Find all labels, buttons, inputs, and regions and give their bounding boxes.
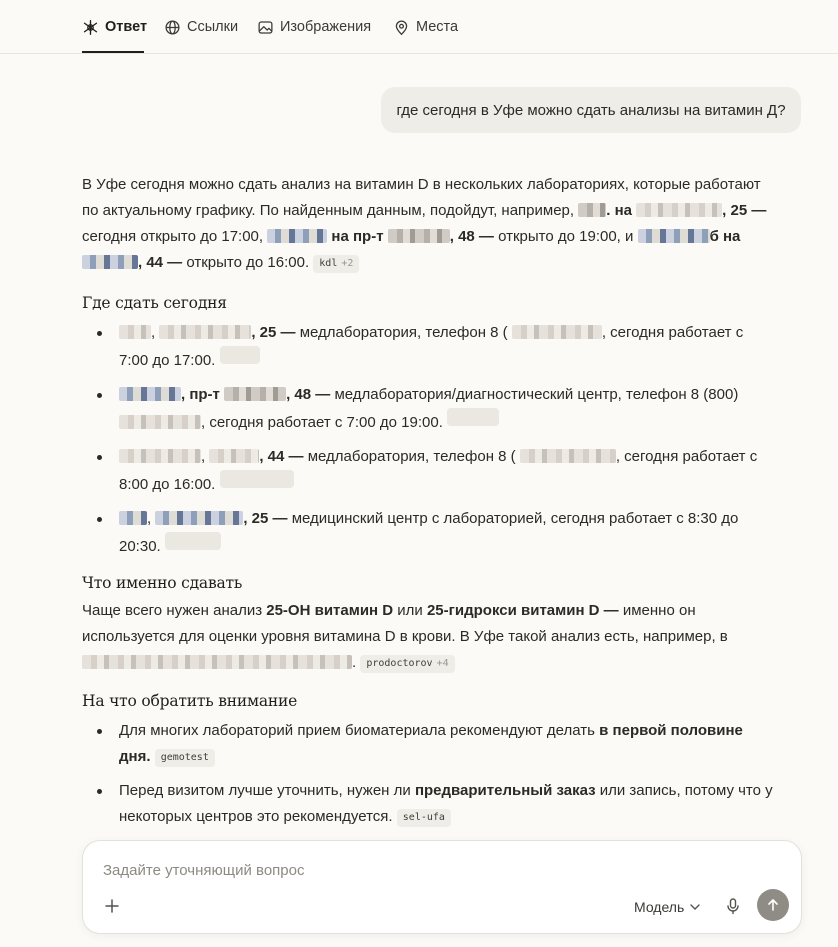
chevron-down-icon bbox=[689, 901, 701, 913]
paragraph-text: Чаще всего нужен анализ bbox=[82, 602, 263, 619]
image-icon bbox=[257, 19, 274, 36]
source-chip-label: kdl bbox=[319, 258, 338, 269]
source-chip[interactable] bbox=[313, 255, 359, 273]
paragraph-bold: 25-OH витамин D bbox=[266, 602, 394, 619]
source-chip[interactable] bbox=[165, 532, 221, 550]
tab-answer[interactable] bbox=[82, 17, 147, 37]
tips-list bbox=[82, 718, 802, 830]
list-item bbox=[82, 778, 802, 830]
intro-text: В Уфе сегодня можно сдать анализ на витамин D в нескольких лабораториях, которые работают bbox=[82, 176, 761, 193]
list-item-text: 20:30. bbox=[119, 538, 161, 555]
list-item bbox=[82, 718, 802, 770]
section-title: Где сдать сегодня bbox=[82, 294, 227, 312]
tab-places-label: Места bbox=[416, 19, 459, 35]
model-selector[interactable] bbox=[634, 897, 701, 917]
redacted-text bbox=[224, 387, 286, 401]
model-selector-label: Модель bbox=[634, 899, 685, 915]
redacted-text bbox=[119, 449, 201, 463]
redacted-text bbox=[512, 325, 602, 339]
section-title: Что именно сдавать bbox=[82, 574, 243, 592]
redacted-text bbox=[636, 203, 722, 217]
answer-tabs bbox=[0, 0, 838, 54]
active-tab-indicator bbox=[82, 51, 144, 53]
redacted-text bbox=[119, 511, 147, 525]
intro-bold: . на bbox=[606, 202, 632, 219]
intro-bold: на пр-т bbox=[331, 228, 384, 245]
source-chip[interactable] bbox=[155, 749, 215, 767]
source-chip-more: +2 bbox=[341, 258, 354, 269]
list-item-text: некоторых центров это рекомендуется. bbox=[119, 808, 393, 825]
list-item-text: , сегодня работает с bbox=[601, 324, 744, 341]
source-chip-more: +4 bbox=[436, 658, 449, 669]
plus-icon bbox=[102, 896, 122, 916]
tab-links-label: Ссылки bbox=[187, 19, 239, 35]
paragraph-bold: 25-гидрокси витамин D — bbox=[426, 602, 619, 619]
list-item-bold: , 44 — bbox=[259, 448, 304, 465]
redacted-text bbox=[119, 387, 181, 401]
list-item-text: , сегодня работает с bbox=[615, 448, 758, 465]
list-item-text: , сегодня работает с 7:00 до 19:00. bbox=[201, 414, 443, 431]
redacted-text bbox=[267, 229, 327, 243]
source-chip-label: gemotest bbox=[160, 752, 209, 763]
list-item bbox=[82, 382, 802, 436]
list-item-text: медлаборатория, телефон 8 ( bbox=[307, 448, 516, 465]
redacted-text bbox=[119, 415, 201, 429]
list-item-bold: , 25 — bbox=[243, 510, 288, 527]
list-item-text: Перед визитом лучше уточнить, нужен ли bbox=[119, 782, 411, 799]
list-item-bold: , 25 — bbox=[251, 324, 296, 341]
attach-button[interactable] bbox=[102, 896, 122, 916]
list-item-text: Для многих лабораторий прием биоматериала рекомендуют делать bbox=[119, 722, 595, 739]
send-button[interactable] bbox=[757, 889, 789, 921]
intro-bold: б на bbox=[709, 228, 741, 245]
redacted-text bbox=[159, 325, 251, 339]
tab-answer-label: Ответ bbox=[105, 19, 148, 35]
section-paragraph: Чаще всего нужен анализ 25-OH витамин D или 25-гидрокси витамин D — именно он используется для оценки уровня витамина D в крови. В Уфе такой анализ есть, например, в . prodoctorov +4 bbox=[82, 602, 728, 671]
list-item-text: или запись, потому что у bbox=[599, 782, 773, 799]
tab-images-label: Изображения bbox=[280, 19, 372, 35]
redacted-text bbox=[388, 229, 450, 243]
answer-content bbox=[82, 172, 802, 830]
list-item-text: медлаборатория, телефон 8 ( bbox=[299, 324, 508, 341]
paragraph-text: именно он bbox=[622, 602, 696, 619]
intro-bold: , 44 — bbox=[138, 254, 183, 271]
intro-text: по актуальному графику. По найденным данным, подойдут, например, bbox=[82, 202, 575, 219]
list-item-bold: , пр-т bbox=[181, 386, 220, 403]
voice-input-button[interactable] bbox=[723, 896, 743, 916]
answer-intro bbox=[82, 172, 802, 276]
source-chip-label: prodoctorov bbox=[366, 658, 433, 669]
intro-text: открыто до 16:00. bbox=[186, 254, 310, 271]
source-chip-label: sel-ufa bbox=[402, 812, 445, 823]
list-item-text: 8:00 до 16:00. bbox=[119, 476, 216, 493]
section-title: На что обратить внимание bbox=[82, 692, 298, 710]
tab-images[interactable] bbox=[257, 17, 371, 37]
source-chip[interactable] bbox=[220, 346, 260, 364]
user-question-text: где сегодня в Уфе можно сдать анализы на витамин Д? bbox=[396, 101, 786, 119]
paragraph-text: используется для оценки уровня витамина D в крови. В Уфе такой анализ есть, например, в bbox=[82, 628, 728, 645]
paragraph-text: или bbox=[397, 602, 423, 619]
list-item: , , 25 — медицинский центр с лабораторией, сегодня работает с 8:30 до 20:30. bbox=[82, 506, 802, 560]
intro-text: открыто до 19:00, и bbox=[498, 228, 634, 245]
redacted-text bbox=[82, 655, 352, 669]
globe-icon bbox=[164, 19, 181, 36]
tab-places[interactable] bbox=[393, 17, 458, 37]
intro-text: сегодня открыто до 17:00, bbox=[82, 228, 264, 245]
list-item-bold: предварительный заказ bbox=[414, 782, 596, 799]
followup-composer bbox=[82, 840, 802, 934]
tab-links[interactable] bbox=[164, 17, 238, 37]
list-item-bold: , 48 — bbox=[286, 386, 331, 403]
location-pin-icon bbox=[393, 19, 410, 36]
list-item-text: 7:00 до 17:00. bbox=[119, 352, 216, 369]
source-chip[interactable] bbox=[447, 408, 499, 426]
microphone-icon bbox=[723, 896, 743, 916]
redacted-text bbox=[520, 449, 616, 463]
redacted-text bbox=[119, 325, 151, 339]
redacted-text bbox=[209, 449, 259, 463]
list-item-bold: в первой половине bbox=[599, 722, 743, 739]
list-item-bold: дня. bbox=[119, 748, 151, 765]
redacted-text bbox=[155, 511, 243, 525]
list-item-text: медлаборатория/диагностический центр, телефон 8 (800) bbox=[334, 386, 739, 403]
redacted-text bbox=[82, 255, 138, 269]
labs-list bbox=[82, 320, 802, 560]
followup-input[interactable] bbox=[103, 860, 703, 880]
arrow-up-icon bbox=[766, 898, 780, 912]
user-question-bubble bbox=[381, 87, 801, 133]
redacted-text bbox=[638, 229, 710, 243]
intro-bold: , 25 — bbox=[722, 202, 767, 219]
list-item: , , 25 — медлаборатория, телефон 8 ( , сегодня работает с 7:00 до 17:00. bbox=[82, 320, 802, 374]
list-item: , , 44 — медлаборатория, телефон 8 ( , сегодня работает с 8:00 до 16:00. bbox=[82, 444, 802, 498]
intro-bold: , 48 — bbox=[449, 228, 494, 245]
list-item-text: медицинский центр с лабораторией, сегодня работает с 8:30 до bbox=[291, 510, 739, 527]
source-chip[interactable] bbox=[397, 809, 451, 827]
source-chip[interactable] bbox=[220, 470, 294, 488]
redacted-text bbox=[578, 203, 606, 217]
answer-icon bbox=[82, 19, 99, 36]
source-chip[interactable] bbox=[360, 655, 454, 673]
